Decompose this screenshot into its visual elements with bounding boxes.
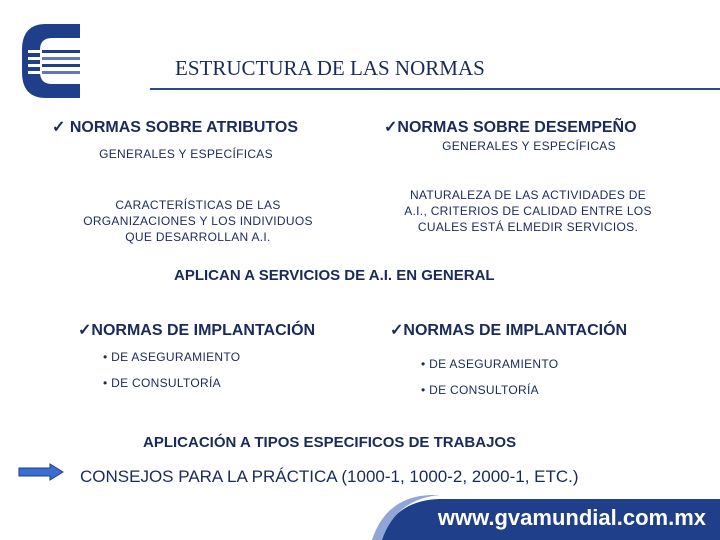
implementation-heading-right: ✓NORMAS DE IMPLANTACIÓN <box>390 322 628 339</box>
attributes-desc-line: ORGANIZACIONES Y LOS INDIVIDUOS <box>83 214 313 228</box>
attributes-desc-line: CARACTERÍSTICAS DE LAS <box>115 198 281 212</box>
page-title: ESTRUCTURA DE LAS NORMAS <box>175 56 485 80</box>
apply-general-label: APLICAN A SERVICIOS DE A.I. EN GENERAL <box>174 267 495 284</box>
performance-description <box>380 187 676 235</box>
left-assurance-item: • DE ASEGURAMIENTO <box>103 350 241 364</box>
right-assurance-item: • DE ASEGURAMIENTO <box>421 357 559 371</box>
right-consulting-item: • DE CONSULTORÍA <box>421 383 539 397</box>
attributes-desc-line: QUE DESARROLLAN A.I. <box>125 230 271 244</box>
left-consulting-item: • DE CONSULTORÍA <box>103 376 221 390</box>
performance-desc-line: A.I., CRITERIOS DE CALIDAD ENTRE LOS <box>404 204 652 218</box>
attributes-sub1: GENERALES Y ESPECÍFICAS <box>99 147 273 161</box>
performance-heading: ✓NORMAS SOBRE DESEMPEÑO <box>384 119 637 136</box>
practice-advice-label: CONSEJOS PARA LA PRÁCTICA (1000-1, 1000-2, 2000-1, ETC.) <box>80 467 579 486</box>
title-divider <box>150 88 720 90</box>
attributes-heading: ✓ NORMAS SOBRE ATRIBUTOS <box>52 119 299 136</box>
implementation-heading-left: ✓NORMAS DE IMPLANTACIÓN <box>78 322 316 339</box>
performance-sub1: GENERALES Y ESPECÍFICAS <box>442 139 616 153</box>
performance-desc-line: NATURALEZA DE LAS ACTIVIDADES DE <box>409 188 647 202</box>
footer-url[interactable]: www.gvamundial.com.mx <box>437 505 706 530</box>
performance-desc-line: CUALES ESTÁ ELMEDIR SERVICIOS. <box>417 220 639 234</box>
apply-specific-label: APLICACIÓN A TIPOS ESPECIFICOS DE TRABAJOS <box>143 434 517 451</box>
right-arrow-icon <box>18 463 64 481</box>
attributes-description <box>62 197 334 245</box>
gva-logo <box>22 24 80 98</box>
